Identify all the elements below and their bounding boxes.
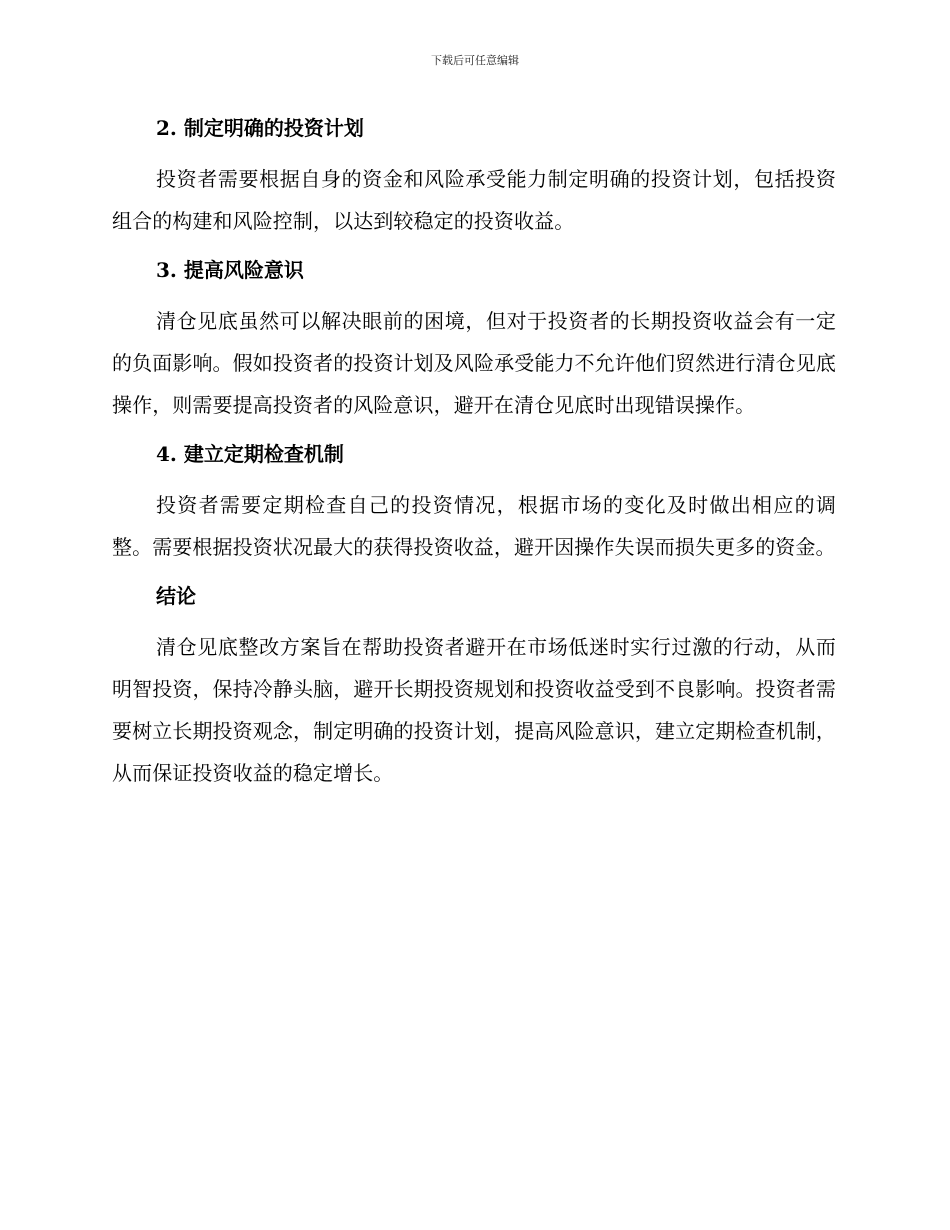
- section-investment-plan: [112, 110, 836, 252]
- section-periodic-review: [112, 436, 836, 578]
- section-risk-awareness: [112, 252, 836, 436]
- section-paragraph: 投资者需要定期检查自己的投资情况，根据市场的变化及时做出相应的调整。需要根据投资状况最大的获得投资收益，避开因操作失误而损失更多的资金。: [112, 493, 836, 559]
- section-paragraph: 清仓见底虽然可以解决眼前的困境，但对于投资者的长期投资收益会有一定的负面影响。假如投资者的投资计划及风险承受能力不允许他们贸然进行清仓见底操作，则需要提高投资者的风险意识，避开在清仓见底时出现错误操作。: [112, 309, 836, 417]
- section-heading: 4. 建立定期检查机制: [156, 442, 344, 466]
- page-header-note: 下载后可任意编辑: [431, 54, 519, 67]
- section-conclusion: [112, 578, 836, 794]
- section-heading: 2. 制定明确的投资计划: [156, 116, 364, 140]
- section-heading: 3. 提高风险意识: [156, 258, 304, 282]
- document-body: [112, 110, 836, 794]
- section-paragraph: 清仓见底整改方案旨在帮助投资者避开在市场低迷时实行过激的行动，从而明智投资，保持冷静头脑，避开长期投资规划和投资收益受到不良影响。投资者需要树立长期投资观念，制定明确的投资计划，提高风险意识，建立定期检查机制，从而保证投资收益的稳定增长。: [112, 635, 836, 785]
- section-paragraph: 投资者需要根据自身的资金和风险承受能力制定明确的投资计划，包括投资组合的构建和风险控制，以达到较稳定的投资收益。: [112, 167, 836, 233]
- section-heading: 结论: [156, 584, 196, 608]
